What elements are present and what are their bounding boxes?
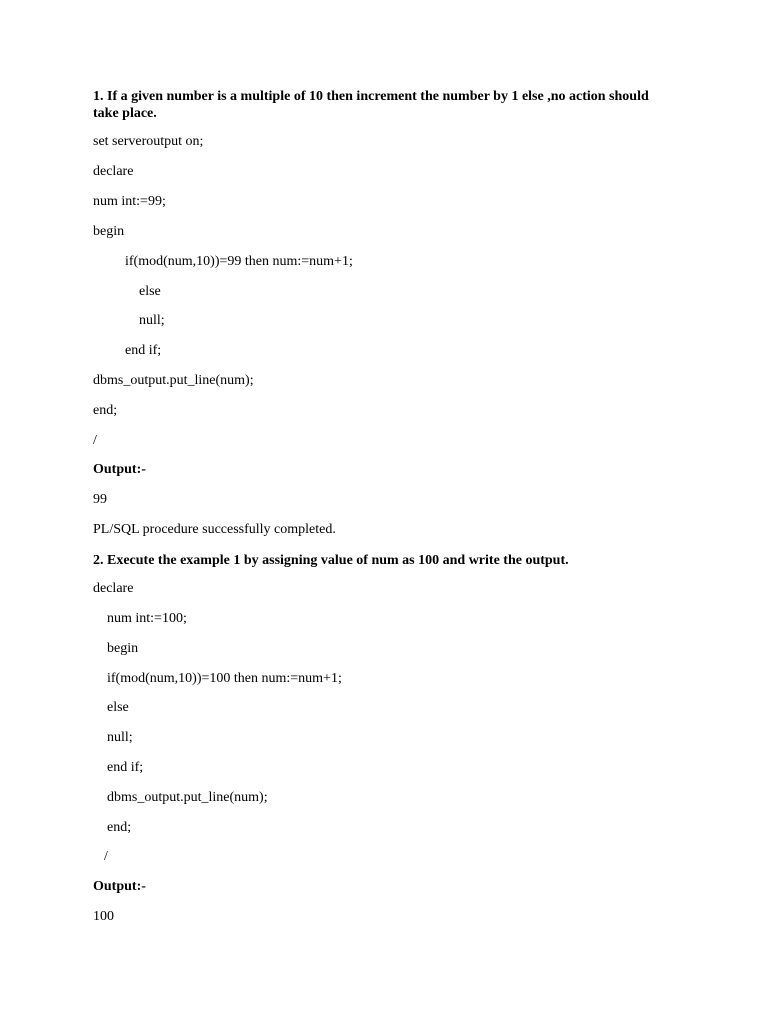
code-line: begin — [107, 641, 139, 656]
code-line: / — [104, 849, 108, 864]
code-line: else — [139, 284, 161, 299]
code-line: dbms_output.put_line(num); — [107, 790, 268, 805]
code-line: dbms_output.put_line(num); — [93, 373, 254, 388]
question-1-heading: 1. If a given number is a multiple of 10 then increment the number by 1 else ,no action should take place. — [93, 89, 649, 121]
code-line: else — [107, 700, 129, 715]
code-line: declare — [93, 581, 134, 596]
code-line: num int:=99; — [93, 194, 166, 209]
code-line: / — [93, 433, 97, 448]
code-line: if(mod(num,10))=100 then num:=num+1; — [107, 671, 342, 686]
code-line: declare — [93, 164, 134, 179]
code-line: end if; — [125, 343, 162, 358]
code-line: end if; — [107, 760, 144, 775]
output-label: Output:- — [93, 879, 146, 894]
code-line: end; — [93, 403, 118, 418]
output-label: Output:- — [93, 462, 146, 477]
question-2-heading: 2. Execute the example 1 by assigning value of num as 100 and write the output. — [93, 553, 569, 568]
code-line: begin — [93, 224, 125, 239]
output-value: 100 — [93, 909, 114, 924]
code-line: end; — [107, 820, 132, 835]
code-line: num int:=100; — [107, 611, 187, 626]
output-value: 99 — [93, 492, 107, 507]
code-line: if(mod(num,10))=99 then num:=num+1; — [125, 254, 353, 269]
code-line: null; — [139, 313, 165, 328]
code-line: null; — [107, 730, 133, 745]
code-line: set serveroutput on; — [93, 134, 204, 149]
status-message: PL/SQL procedure successfully completed. — [93, 522, 336, 537]
